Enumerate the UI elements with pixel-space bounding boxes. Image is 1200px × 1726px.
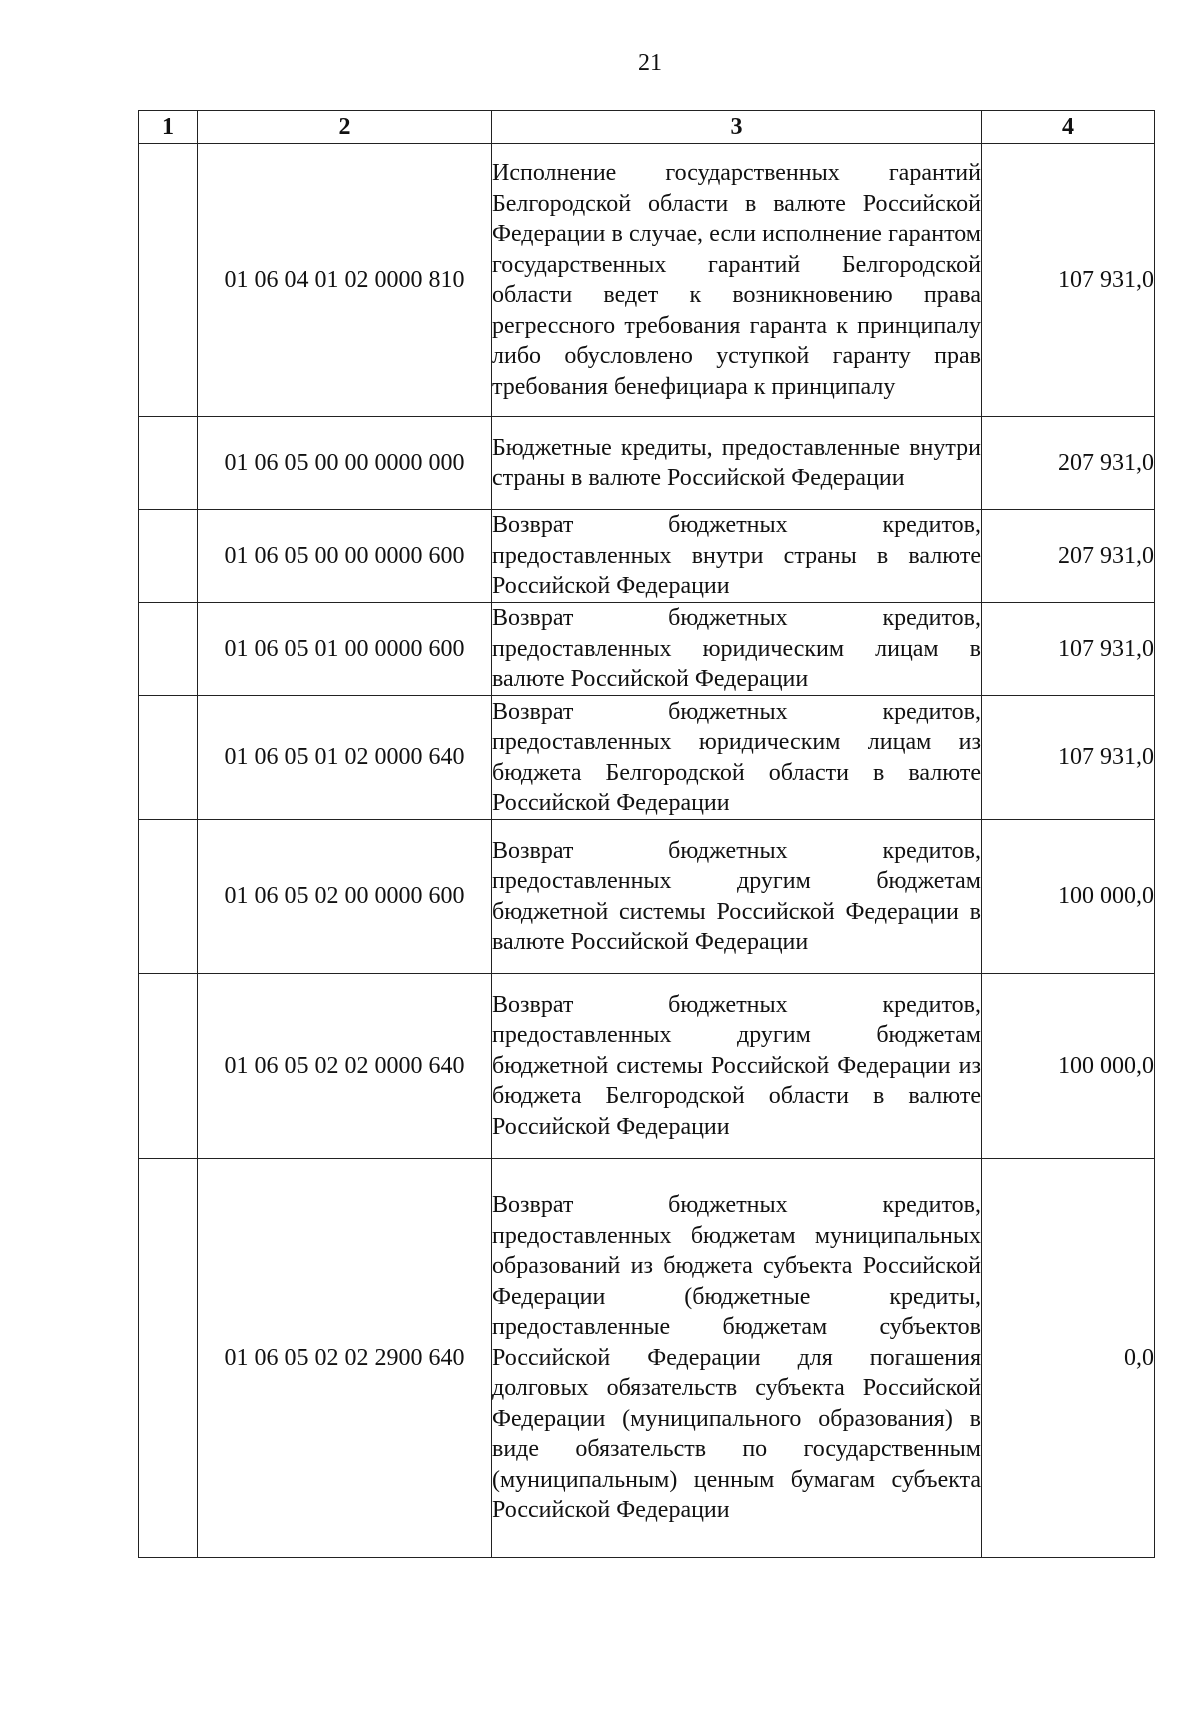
table-row bbox=[139, 144, 1155, 417]
table-row bbox=[139, 974, 1155, 1159]
table-row bbox=[139, 696, 1155, 820]
amount-cell: 0,0 bbox=[982, 1159, 1155, 1558]
column-header-4: 4 bbox=[982, 111, 1155, 144]
budget-sources-table bbox=[138, 110, 1155, 1558]
table-row bbox=[139, 820, 1155, 974]
row-number-cell bbox=[139, 603, 198, 696]
row-number-cell bbox=[139, 696, 198, 820]
column-header-2: 2 bbox=[198, 111, 492, 144]
row-number-cell bbox=[139, 820, 198, 974]
table-row bbox=[139, 603, 1155, 696]
column-header-1: 1 bbox=[139, 111, 198, 144]
budget-code-cell: 01 06 05 01 02 0000 640 bbox=[198, 696, 492, 820]
amount-cell: 207 931,0 bbox=[982, 510, 1155, 603]
row-number-cell bbox=[139, 1159, 198, 1558]
table-header-row bbox=[139, 111, 1155, 144]
budget-code-cell: 01 06 05 00 00 0000 000 bbox=[198, 417, 492, 510]
budget-code-cell: 01 06 05 02 02 2900 640 bbox=[198, 1159, 492, 1558]
description-cell: Возврат бюджетных кредитов, предоставленных другим бюджетам бюджетной системы Российской Федерации из бюджета Белгородской области в валюте Российской Федерации bbox=[492, 974, 982, 1159]
row-number-cell bbox=[139, 417, 198, 510]
amount-cell: 107 931,0 bbox=[982, 144, 1155, 417]
description-cell: Возврат бюджетных кредитов, предоставленных другим бюджетам бюджетной системы Российской Федерации в валюте Российской Федерации bbox=[492, 820, 982, 974]
page-number: 21 bbox=[638, 50, 662, 76]
table-row bbox=[139, 1159, 1155, 1558]
budget-code-cell: 01 06 04 01 02 0000 810 bbox=[198, 144, 492, 417]
row-number-cell bbox=[139, 510, 198, 603]
description-cell: Возврат бюджетных кредитов, предоставленных бюджетам муниципальных образований из бюджета субъекта Российской Федерации (бюджетные кредиты, предоставленные бюджетам субъектов Российской Федерации для погашения долговых обязательств субъекта Российской Федерации (муниципального образования) в виде обязательств по государственным (муниципальным) ценным бумагам субъекта Российской Федерации bbox=[492, 1159, 982, 1558]
column-header-3: 3 bbox=[492, 111, 982, 144]
amount-cell: 107 931,0 bbox=[982, 603, 1155, 696]
budget-code-cell: 01 06 05 02 02 0000 640 bbox=[198, 974, 492, 1159]
description-cell: Возврат бюджетных кредитов, предоставленных юридическим лицам из бюджета Белгородской области в валюте Российской Федерации bbox=[492, 696, 982, 820]
amount-cell: 100 000,0 bbox=[982, 974, 1155, 1159]
budget-code-cell: 01 06 05 01 00 0000 600 bbox=[198, 603, 492, 696]
budget-code-cell: 01 06 05 02 00 0000 600 bbox=[198, 820, 492, 974]
budget-code-cell: 01 06 05 00 00 0000 600 bbox=[198, 510, 492, 603]
description-cell: Бюджетные кредиты, предоставленные внутри страны в валюте Российской Федерации bbox=[492, 417, 982, 510]
amount-cell: 107 931,0 bbox=[982, 696, 1155, 820]
amount-cell: 207 931,0 bbox=[982, 417, 1155, 510]
description-cell: Возврат бюджетных кредитов, предоставленных юридическим лицам в валюте Российской Федерации bbox=[492, 603, 982, 696]
row-number-cell bbox=[139, 144, 198, 417]
row-number-cell bbox=[139, 974, 198, 1159]
amount-cell: 100 000,0 bbox=[982, 820, 1155, 974]
description-cell: Возврат бюджетных кредитов, предоставленных внутри страны в валюте Российской Федерации bbox=[492, 510, 982, 603]
table-row bbox=[139, 417, 1155, 510]
description-cell: Исполнение государственных гарантий Белгородской области в валюте Российской Федерации в случае, если исполнение гарантом государственных гарантий Белгородской области ведет к возникновению права регрессного требования гаранта к принципалу либо обусловлено уступкой гаранту прав требования бенефициара к принципалу bbox=[492, 144, 982, 417]
table-row bbox=[139, 510, 1155, 603]
